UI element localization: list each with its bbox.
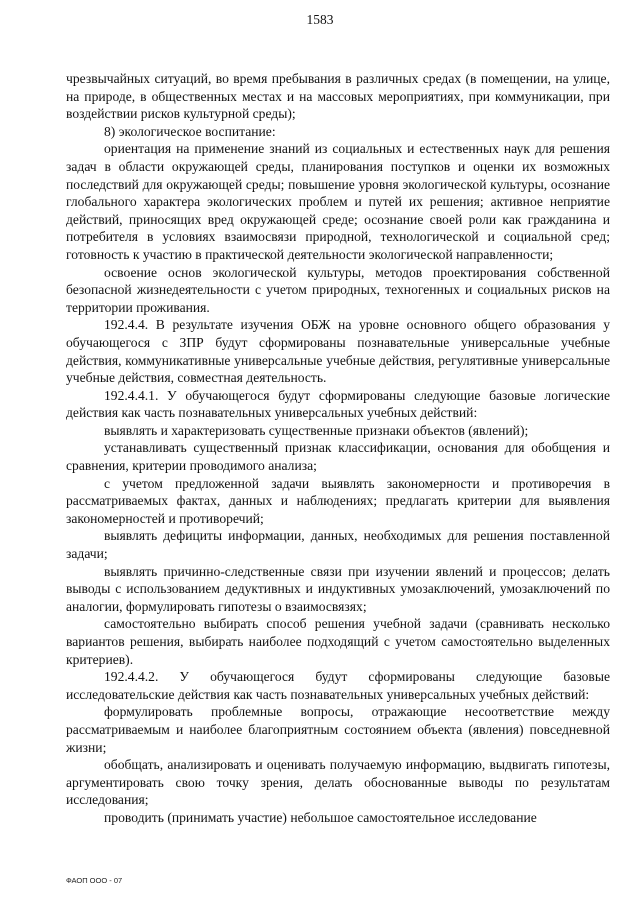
paragraph: чрезвычайных ситуаций, во время пребывания в различных средах (в помещении, на улице, на природе, в общественных местах и на массовых мероприятиях, при коммуникации, при воздействии рисков культурной среды); <box>66 71 610 122</box>
paragraph: устанавливать существенный признак классификации, основания для обобщения и сравнения, критерии проводимого анализа; <box>66 440 610 474</box>
paragraph: 192.4.4.2. У обучающегося будут сформированы следующие базовые исследовательские действия как часть познавательных универсальных учебных действий: <box>66 669 610 702</box>
footer-code: ФАОП ООО - 07 <box>66 876 123 885</box>
document-body <box>66 70 610 827</box>
paragraph: 192.4.4. В результате изучения ОБЖ на уровне основного общего образования у обучающегося с ЗПР будут сформированы познавательные универсальные учебные действия, коммуникативные универсальные учебные действия, регулятивные универсальные учебные действия, совместная деятельность. <box>66 317 610 386</box>
paragraph: обобщать, анализировать и оценивать получаемую информацию, выдвигать гипотезы, аргументировать свою точку зрения, делать обоснованные выводы по результатам исследования; <box>66 757 610 808</box>
paragraph: проводить (принимать участие) небольшое самостоятельное исследование <box>104 809 537 825</box>
paragraph: выявлять причинно-следственные связи при изучении явлений и процессов; делать выводы с использованием дедуктивных и индуктивных умозаключений, умозаключений по аналогии, формулировать гипотезы о взаимосвязях; <box>66 563 610 614</box>
paragraph: с учетом предложенной задачи выявлять закономерности и противоречия в рассматриваемых фактах, данных и наблюдениях; предлагать критерии для выявления закономерностей и противоречий; <box>66 475 610 526</box>
paragraph: самостоятельно выбирать способ решения учебной задачи (сравнивать несколько вариантов решения, выбирать наиболее подходящий с учетом самостоятельно выделенных критериев). <box>66 616 610 667</box>
paragraph: освоение основ экологической культуры, методов проектирования собственной безопасной жизнедеятельности с учетом природных, техногенных и социальных рисков на территории проживания. <box>66 264 610 315</box>
paragraph: выявлять дефициты информации, данных, необходимых для решения поставленной задачи; <box>66 528 610 562</box>
paragraph: ориентация на применение знаний из социальных и естественных наук для решения задач в области окружающей среды, планирования поступков и оценки их возможных последствий для окружающей среды; повышение уровня экологической культуры, осознание глобального характера экологических проблем и путей их решения; активное неприятие действий, приносящих вред окружающей среде; осознание своей роли как гражданина и потребителя в условиях взаимосвязи природной, технологической и социальной сред; готовность к участию в практической деятельности экологической направленности; <box>66 141 610 262</box>
paragraph: выявлять и характеризовать существенные признаки объектов (явлений); <box>104 422 529 438</box>
paragraph: 8) экологическое воспитание: <box>104 123 276 139</box>
paragraph: 192.4.4.1. У обучающегося будут сформированы следующие базовые логические действия как часть познавательных универсальных учебных действий: <box>66 387 610 421</box>
page-number: 1583 <box>306 12 334 27</box>
paragraph: формулировать проблемные вопросы, отражающие несоответствие между рассматриваемым и наиболее благоприятным состоянием объекта (явления) повседневной жизни; <box>66 704 610 755</box>
